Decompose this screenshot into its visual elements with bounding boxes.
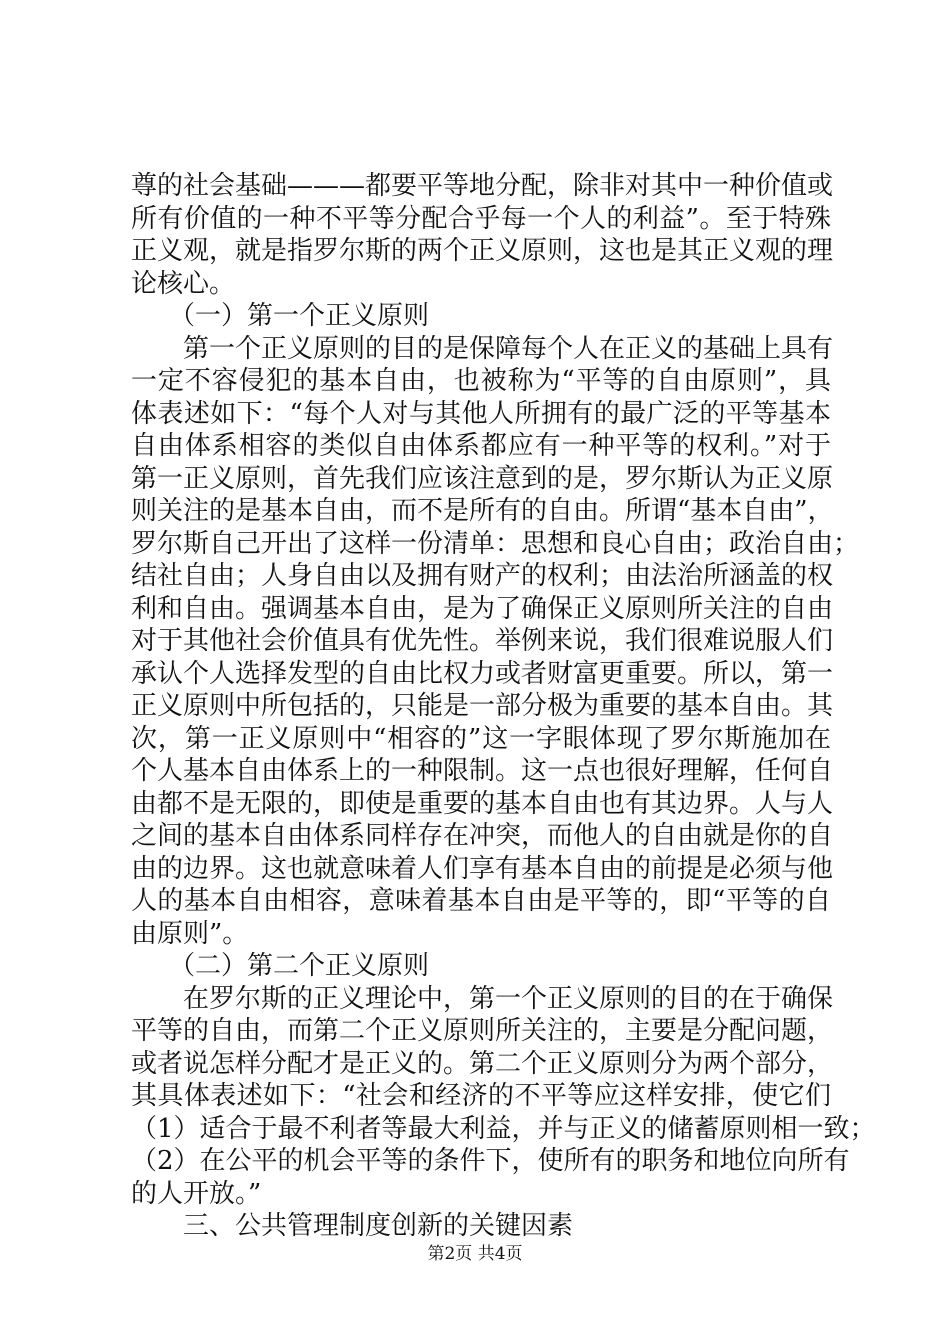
text-line: 由都不是无限的，即使是重要的基本自由也有其边界。人与人 (131, 788, 834, 819)
text-line: 的人开放。” (131, 1178, 262, 1209)
text-line: （2）在公平的机会平等的条件下，使所有的职务和地位向所有 (131, 1146, 850, 1176)
text-line: 或者说怎样分配才是正义的。第二个正义原则分为两个部分， (131, 1048, 834, 1079)
text-line: 第一个正义原则的目的是保障每个人在正义的基础上具有 (183, 333, 834, 364)
text-line: 所有价值的一种不平等分配合乎每一个人的利益”。至于特殊 (131, 203, 831, 234)
text-line: 结社自由；人身自由以及拥有财产的权利；由法治所涵盖的权 (131, 561, 834, 591)
text-line: 平等的自由，而第二个正义原则所关注的，主要是分配问题， (131, 1016, 834, 1046)
text-line: 个人基本自由体系上的一种限制。这一点也很好理解，任何自 (131, 756, 834, 786)
text-line: 由的边界。这也就意味着人们享有基本自由的前提是必须与他 (131, 853, 834, 884)
text-line: 由原则”。 (131, 918, 249, 949)
text-line: （1）适合于最不利者等最大利益，并与正义的储蓄原则相一致； (131, 1113, 876, 1144)
text-line: 尊的社会基础———都要平等地分配，除非对其中一种价值或 (131, 171, 834, 201)
text-line: 人的基本自由相容，意味着基本自由是平等的，即“平等的自 (131, 886, 831, 916)
text-line: 正义原则中所包括的，只能是一部分极为重要的基本自由。其 (131, 691, 834, 721)
text-line: 其具体表述如下：“社会和经济的不平等应这样安排，使它们 (131, 1081, 831, 1111)
text-line: 第一正义原则，首先我们应该注意到的是，罗尔斯认为正义原 (131, 463, 834, 494)
section-heading: （一）第一个正义原则 (169, 301, 430, 331)
text-line: 体表述如下：“每个人对与其他人所拥有的最广泛的平等基本 (131, 398, 831, 429)
text-line: 则关注的是基本自由，而不是所有的自由。所谓“基本自由”， (131, 496, 834, 526)
section-heading: （二）第二个正义原则 (169, 951, 430, 981)
document-body (131, 170, 876, 1243)
page-number: 第2页 共4页 (427, 1244, 523, 1264)
text-line: 对于其他社会价值具有优先性。举例来说，我们很难说服人们 (131, 626, 834, 656)
text-line: 在罗尔斯的正义理论中，第一个正义原则的目的在于确保 (183, 983, 834, 1014)
text-line: 承认个人选择发型的自由比权力或者财富更重要。所以，第一 (131, 658, 834, 689)
text-line: 一定不容侵犯的基本自由，也被称为“平等的自由原则”，具 (131, 366, 831, 396)
text-line: 次，第一正义原则中“相容的”这一字眼体现了罗尔斯施加在 (131, 723, 831, 754)
text-line: 利和自由。强调基本自由，是为了确保正义原则所关注的自由 (131, 593, 834, 624)
text-line: 罗尔斯自己开出了这样一份清单：思想和良心自由；政治自由； (131, 528, 860, 559)
text-line: 自由体系相容的类似自由体系都应有一种平等的权利。”对于 (131, 431, 831, 461)
text-line: 论核心。 (131, 268, 236, 299)
text-line: 正义观，就是指罗尔斯的两个正义原则，这也是其正义观的理 (131, 236, 834, 266)
text-line: 之间的基本自由体系同样存在冲突，而他人的自由就是你的自 (131, 821, 834, 851)
text-line: 三、公共管理制度创新的关键因素 (183, 1211, 574, 1241)
